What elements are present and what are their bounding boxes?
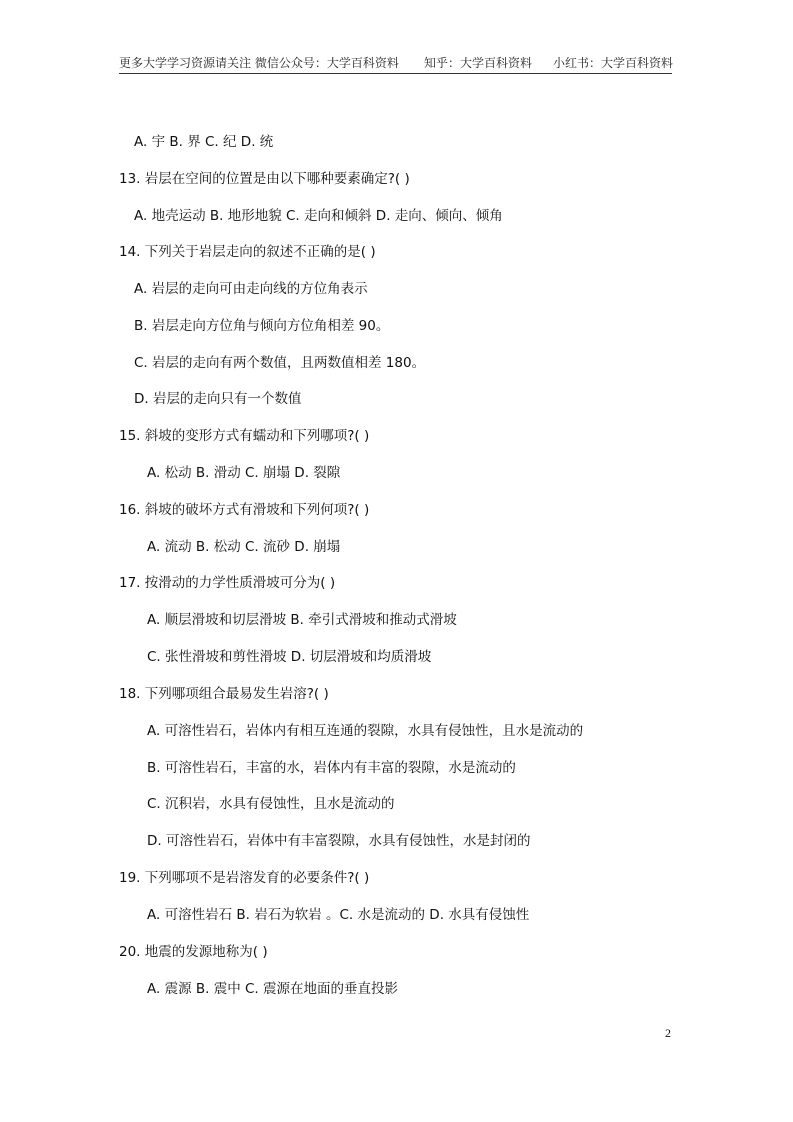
header-rule <box>119 73 672 74</box>
option-line-q16: A. 流动 B. 松动 C. 流砂 D. 崩塌 <box>147 539 341 555</box>
option-14d: D. 岩层的走向只有一个数值 <box>134 391 302 407</box>
header-wechat: 更多大学学习资源请关注 微信公众号：大学百科资料 <box>119 56 399 70</box>
option-line-q13: A. 地壳运动 B. 地形地貌 C. 走向和倾斜 D. 走向、倾向、倾角 <box>134 208 503 224</box>
question-15: 15. 斜坡的变形方式有蠕动和下列哪项?( ) <box>119 428 370 444</box>
option-line-q17-ab: A. 顺层滑坡和切层滑坡 B. 牵引式滑坡和推动式滑坡 <box>147 612 457 628</box>
option-line-q19: A. 可溶性岩石 B. 岩石为软岩 。C. 水是流动的 D. 水具有侵蚀性 <box>147 907 530 923</box>
option-18a: A. 可溶性岩石，岩体内有相互连通的裂隙，水具有侵蚀性，且水是流动的 <box>147 723 584 739</box>
option-14a: A. 岩层的走向可由走向线的方位角表示 <box>134 281 368 297</box>
option-line-q15: A. 松动 B. 滑动 C. 崩塌 D. 裂隙 <box>147 465 341 481</box>
question-16: 16. 斜坡的破坏方式有滑坡和下列何项?( ) <box>119 502 370 518</box>
option-line-q17-cd: C. 张性滑坡和剪性滑坡 D. 切层滑坡和均质滑坡 <box>147 649 432 665</box>
option-14b: B. 岩层走向方位角与倾向方位角相差 90。 <box>134 318 390 334</box>
page-header <box>119 54 672 74</box>
option-18b: B. 可溶性岩石，丰富的水，岩体内有丰富的裂隙，水是流动的 <box>147 760 516 776</box>
option-14c: C. 岩层的走向有两个数值，且两数值相差 180。 <box>134 355 426 371</box>
question-20: 20. 地震的发源地称为( ) <box>119 944 268 960</box>
question-17: 17. 按滑动的力学性质滑坡可分为( ) <box>119 575 336 591</box>
question-13: 13. 岩层在空间的位置是由以下哪种要素确定?( ) <box>119 171 410 187</box>
page-number: 2 <box>665 1026 671 1040</box>
option-line-q20: A. 震源 B. 震中 C. 震源在地面的垂直投影 <box>147 981 399 997</box>
header-zhihu: 知乎：大学百科资料 <box>424 56 533 70</box>
question-18: 18. 下列哪项组合最易发生岩溶?( ) <box>119 686 329 702</box>
option-18c: C. 沉积岩，水具有侵蚀性，且水是流动的 <box>147 796 395 812</box>
question-19: 19. 下列哪项不是岩溶发育的必要条件?( ) <box>119 870 370 886</box>
option-18d: D. 可溶性岩石，岩体中有丰富裂隙，水具有侵蚀性，水是封闭的 <box>147 833 531 849</box>
question-14: 14. 下列关于岩层走向的叙述不正确的是( ) <box>119 244 376 260</box>
option-line-q12: A. 宇 B. 界 C. 纪 D. 统 <box>134 134 274 150</box>
header-xiaohongshu: 小红书：大学百科资料 <box>553 56 674 70</box>
